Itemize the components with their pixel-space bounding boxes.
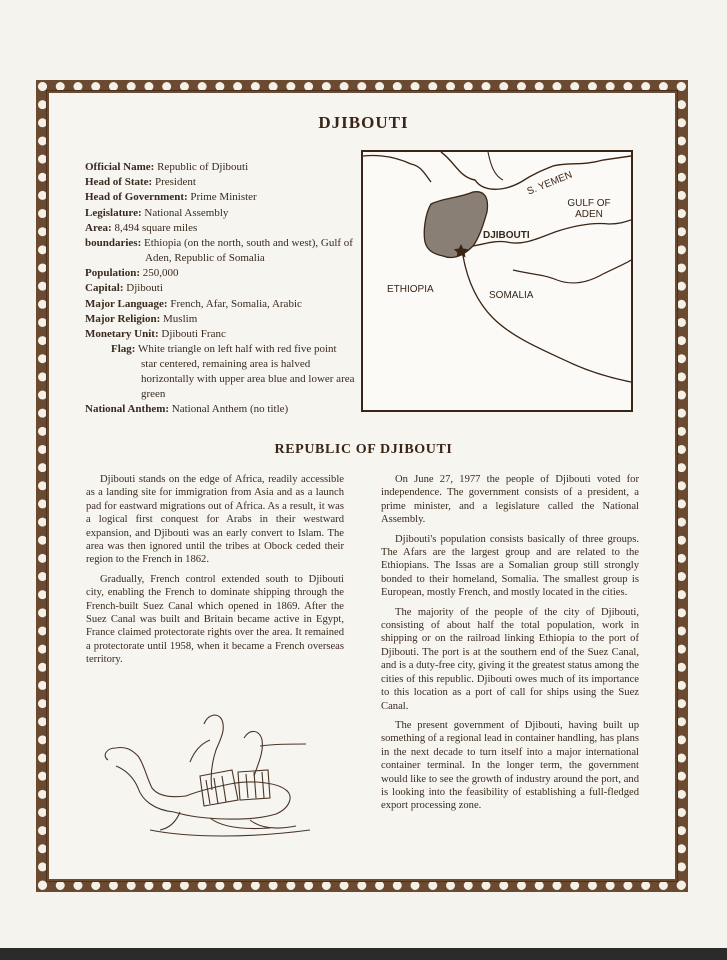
map-label-ethiopia: ETHIOPIA <box>387 284 434 295</box>
rider-two <box>244 731 306 776</box>
africa-north-coast <box>363 155 431 182</box>
fact-boundaries: boundaries: Ethiopia (on the north, south and west), Gulf of Aden, Republic of Somalia <box>85 236 353 264</box>
paragraph: On June 27, 1977 the people of Djibouti voted for independence. The government consists of a president, a prime minister, and a legislature called the National Assembly. <box>381 474 639 526</box>
fact-head-of-government: Head of Government: Prime Minister <box>85 191 257 204</box>
camel-illustration <box>100 700 320 840</box>
fact-national-anthem: National Anthem: National Anthem (no title) <box>85 403 289 416</box>
fact-head-of-state: Head of State: President <box>85 176 196 189</box>
page-title: DJIBOUTI <box>318 113 409 132</box>
fact-population: Population: 250,000 <box>85 267 179 280</box>
scan-edge <box>0 948 727 960</box>
fact-major-language: Major Language: French, Afar, Somalia, Arabic <box>85 297 302 310</box>
section-title: REPUBLIC OF DJIBOUTI <box>274 442 453 457</box>
paragraph: The majority of the people of the city of Djibouti, consisting of about half the total population, work in shipping or on the railroad linking Ethiopia to the port of Djibouti. The port is at the southern end of the Suez Canal, and is a duty-free city, giving it the greatest status among the cities of this republic. Djibouti owes much of its importance to this location as a port of call for ships using the Suez Canal. <box>381 606 639 712</box>
paragraph: Djibouti's population consists basically of three groups. The Afars are the largest group and are related to the Ethiopians. The Issas are a Somalian group still strongly bonded to their homeland, Somalia. The smallest group is European, mostly French, and mostly located in the cities. <box>381 533 639 599</box>
ground-shadow <box>150 830 310 836</box>
fact-flag: Flag: White triangle on left half with red five point star centered, remaining area is halved horizontally with upper area blue and lower area green <box>111 343 355 401</box>
fact-monetary-unit: Monetary Unit: Djibouti Franc <box>85 327 226 340</box>
fact-capital: Capital: Djibouti <box>85 282 163 295</box>
paragraph: Djibouti stands on the edge of Africa, readily accessible as a landing site for immigration from Asia and as a launch pad for eastward migrations out of Africa. As a result, it was a logical first conquest for Arabs in their westward expansion, and Djibouti was an early convert to Islam. The area was then ignored until the tribes at Obock ceded their region to the French in 1862. <box>86 474 344 566</box>
fact-official-name: Official Name: Republic of Djibouti <box>85 161 249 173</box>
fact-area: Area: 8,494 square miles <box>85 221 198 234</box>
djibouti-territory <box>424 192 487 258</box>
somalia-border <box>463 256 631 382</box>
map-label-somalia: SOMALIA <box>489 290 534 301</box>
text-column-right <box>381 473 639 819</box>
somalia-coast <box>513 260 631 283</box>
yemen-inner-line <box>488 152 503 180</box>
rider-one <box>190 715 223 790</box>
fact-major-religion: Major Religion: Muslim <box>85 312 198 325</box>
fact-list <box>85 160 355 417</box>
paragraph: Gradually, French control extended south to Djibouti city, enabling the French to dominate shipping through the French-built Suez Canal which opened in 1869. After the Suez Canal was built and Britain became active in Egypt, France claimed protectorate rights over the area. It remained a protectorate until 1958, when it became a French overseas territory. <box>86 573 344 666</box>
paragraph: The present government of Djibouti, having built up something of a regional lead in container handling, has plans in the next decade to turn itself into a major international container terminal. In the longer term, the government would like to see the growth of industry around the port, and is looking into the feasibility of establishing a full-fledged export processing zone. <box>381 719 639 812</box>
map-label-gulf: GULF OF ADEN <box>567 198 611 220</box>
camel-neck <box>116 766 174 812</box>
location-map <box>361 150 633 412</box>
map-label-yemen: S. YEMEN <box>525 169 574 198</box>
camel-legs <box>160 812 296 830</box>
map-drawing <box>363 152 631 410</box>
fact-legislature: Legislature: National Assembly <box>85 206 229 219</box>
map-label-djibouti: DJIBOUTI <box>483 230 530 241</box>
text-column-left <box>86 473 344 673</box>
camel-head <box>105 747 186 796</box>
